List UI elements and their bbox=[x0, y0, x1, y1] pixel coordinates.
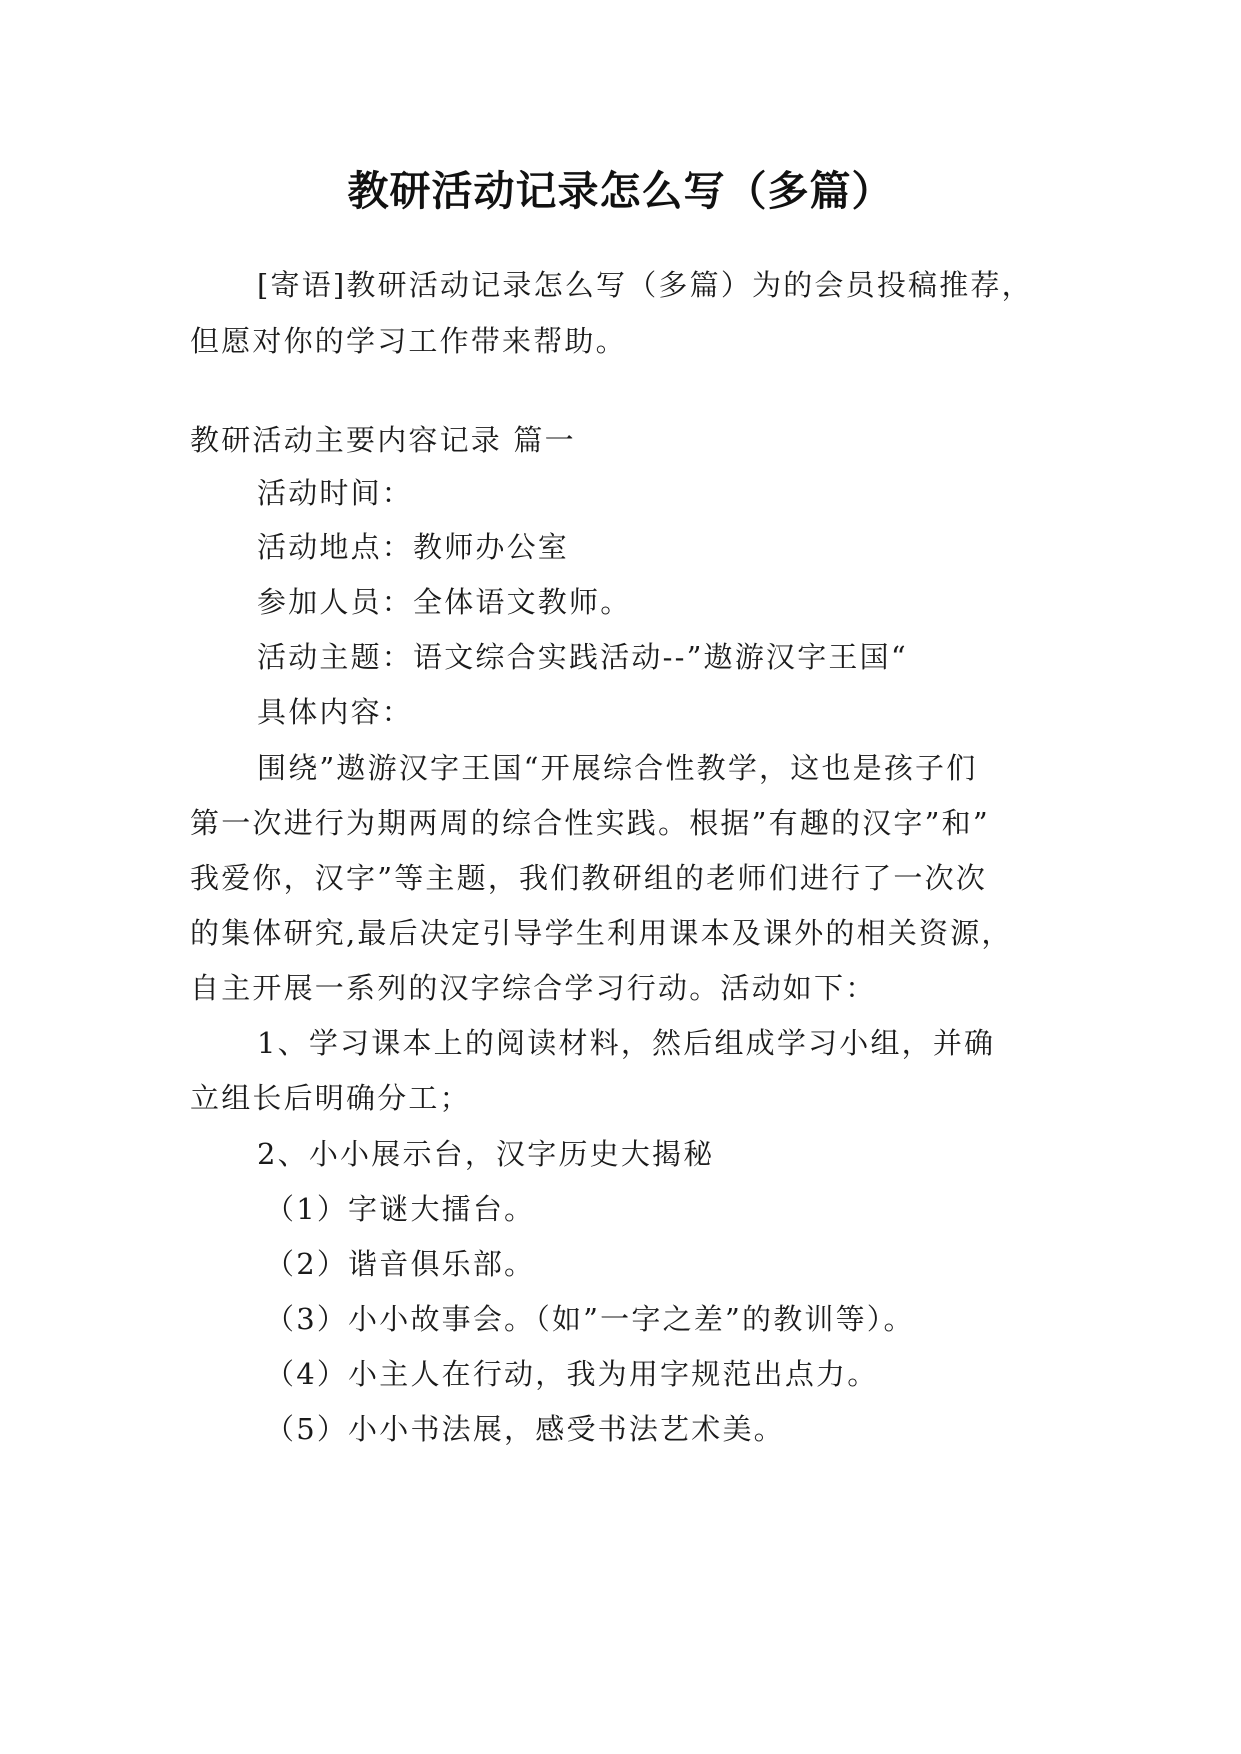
intro-line-2: 但愿对你的学习工作带来帮助。 bbox=[190, 324, 627, 358]
activity-theme: 活动主题：语文综合实践活动--”遨游汉字王国“ bbox=[257, 640, 908, 674]
activity-place: 活动地点：教师办公室 bbox=[257, 530, 570, 564]
sub-item-1: （1）字谜大擂台。 bbox=[265, 1192, 536, 1226]
sub-item-4: （4）小主人在行动，我为用字规范出点力。 bbox=[265, 1357, 879, 1391]
sub-item-5: （5）小小书法展，感受书法艺术美。 bbox=[265, 1412, 785, 1446]
paragraph-line-5: 自主开展一系列的汉字综合学习行动。活动如下： bbox=[190, 971, 877, 1005]
paragraph-line-4: 的集体研究,最后决定引导学生利用课本及课外的相关资源， bbox=[190, 916, 1013, 950]
list-item-1-line-1: 1、学习课本上的阅读材料，然后组成学习小组，并确 bbox=[257, 1026, 996, 1060]
activity-content-label: 具体内容： bbox=[257, 695, 414, 729]
paragraph-line-3: 我爱你，汉字”等主题，我们教研组的老师们进行了一次次 bbox=[190, 861, 988, 895]
list-item-1-line-2: 立组长后明确分工； bbox=[190, 1081, 471, 1115]
paragraph-line-1: 围绕”遨游汉字王国“开展综合性教学，这也是孩子们 bbox=[257, 751, 978, 785]
list-item-2: 2、小小展示台，汉字历史大揭秘 bbox=[257, 1137, 715, 1171]
section-heading: 教研活动主要内容记录 篇一 bbox=[190, 423, 576, 457]
sub-item-3: （3）小小故事会。（如”一字之差”的教训等）。 bbox=[265, 1302, 915, 1336]
intro-line-1: [寄语]教研活动记录怎么写（多篇）为的会员投稿推荐， bbox=[257, 268, 1033, 302]
paragraph-line-2: 第一次进行为期两周的综合性实践。根据”有趣的汉字”和” bbox=[190, 806, 990, 840]
sub-item-2: （2）谐音俱乐部。 bbox=[265, 1247, 536, 1281]
activity-participants: 参加人员：全体语文教师。 bbox=[257, 585, 632, 619]
activity-time: 活动时间： bbox=[257, 476, 414, 510]
document-title: 教研活动记录怎么写（多篇） bbox=[347, 167, 894, 215]
